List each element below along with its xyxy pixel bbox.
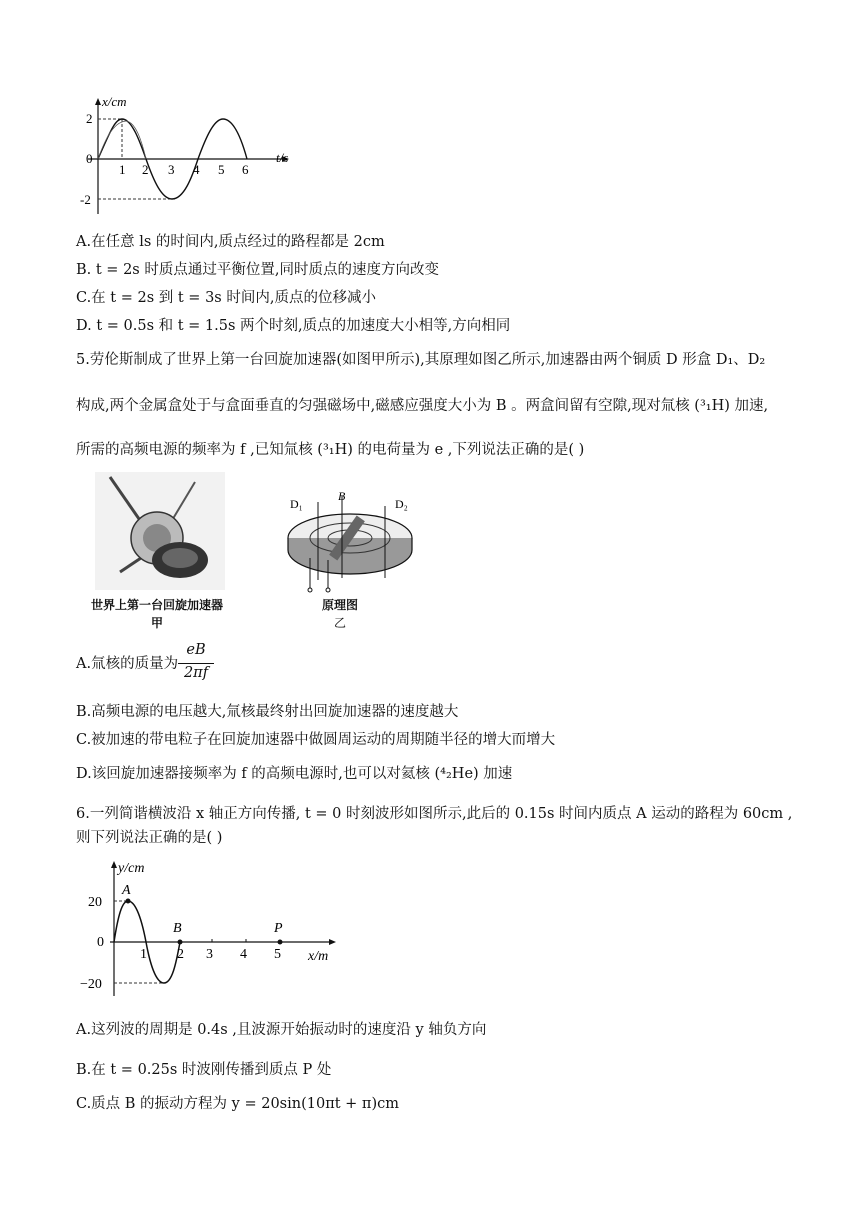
q5-option-a-prefix: A.氚核的质量为 [76, 656, 179, 672]
q6-option-a: A.这列波的周期是 0.4s ,且波源开始振动时的速度沿 y 轴负方向 [76, 1022, 487, 1038]
y-axis-label: y/cm [118, 861, 145, 876]
point-p-label: P [274, 921, 283, 936]
x-axis-label: x/cm [102, 94, 127, 109]
caption-jia-label: 甲 [150, 616, 163, 630]
label-b: B [338, 489, 346, 503]
point-p-dot [278, 940, 283, 945]
label-d2: D₂ [395, 497, 408, 511]
caption-yi-label: 乙 [333, 616, 346, 630]
y-axis-arrow [111, 861, 117, 868]
q4-option-c: C.在 t = 2s 到 t = 3s 时间内,质点的位移减小 [76, 290, 376, 306]
t-tick-4: 4 [193, 162, 200, 177]
y-tick-20: 20 [88, 895, 102, 910]
terminal-2 [326, 588, 330, 592]
disk-side [288, 538, 412, 574]
point-b-label: B [173, 921, 182, 936]
q5-stem-3: 所需的高频电源的频率为 f ,已知氚核 (³₁H) 的电荷量为 e ,下列说法正确的是( ) [76, 442, 585, 458]
t-tick-1: 1 [119, 162, 126, 177]
t-tick-6: 6 [242, 162, 249, 177]
q6-stem-2: 则下列说法正确的是( ) [76, 830, 223, 846]
t-tick-3: 3 [168, 162, 175, 177]
q6-option-c: C.质点 B 的振动方程为 y = 20sin(10πt + π)cm [76, 1096, 399, 1112]
q5-option-d: D.该回旋加速器接频率为 f 的高频电源时,也可以对氦核 (⁴₂He) 加速 [76, 766, 513, 782]
x-axis-arrow [95, 98, 101, 105]
x-tick-2: 2 [177, 947, 184, 962]
x-tick-0: 0 [86, 151, 93, 166]
fraction-denominator: 2πf [183, 665, 209, 681]
q5-stem-1: 5.劳伦斯制成了世界上第一台回旋加速器(如图甲所示),其原理如图乙所示,加速器由两个铜质 D 形盒 D₁、D₂ [76, 352, 766, 368]
x-tick-3: 3 [206, 947, 213, 962]
q5-option-a-fraction [178, 642, 214, 686]
x-tick-neg2: -2 [80, 192, 91, 207]
x-tick-2: 2 [86, 111, 93, 126]
caption-jia-title: 世界上第一台回旋加速器 [90, 598, 223, 612]
q6-stem-1: 6.一列简谐横波沿 x 轴正方向传播, t = 0 时刻波形如图所示,此后的 0.15s 时间内质点 A 运动的路程为 60cm , [76, 806, 793, 822]
point-b-dot [178, 940, 183, 945]
y-tick-0: 0 [97, 935, 104, 950]
yx-graph [80, 856, 350, 996]
t-axis-label: t/s [276, 150, 289, 165]
cyclotron-diagram [280, 488, 430, 598]
q5-stem-2: 构成,两个金属盒处于与盒面垂直的匀强磁场中,磁感应强度大小为 B 。两盒间留有空隙,现对氚核 (³₁H) 加速, [76, 398, 769, 414]
x-axis-label: x/m [308, 949, 329, 964]
cyclotron-photo [95, 472, 225, 590]
terminal-1 [308, 588, 312, 592]
t-tick-2: 2 [142, 162, 149, 177]
point-a-dot [126, 899, 131, 904]
photo-magnet-shadow [162, 548, 198, 568]
q4-option-b: B. t = 2s 时质点通过平衡位置,同时质点的速度方向改变 [76, 262, 439, 278]
xt-graph [80, 92, 300, 217]
t-tick-5: 5 [218, 162, 225, 177]
x-tick-5: 5 [274, 947, 281, 962]
x-tick-1: 1 [140, 947, 147, 962]
q6-option-b: B.在 t = 0.25s 时波刚传播到质点 P 处 [76, 1062, 332, 1078]
q4-option-a: A.在任意 ls 的时间内,质点经过的路程都是 2cm [76, 234, 385, 250]
point-a-label: A [122, 883, 131, 898]
fraction-numerator: eB [186, 642, 206, 658]
q5-option-b: B.高频电源的电压越大,氚核最终射出回旋加速器的速度越大 [76, 704, 459, 720]
x-axis-arrow [329, 939, 336, 945]
caption-yi-title: 原理图 [321, 598, 358, 612]
q5-option-c: C.被加速的带电粒子在回旋加速器中做圆周运动的周期随半径的增大而增大 [76, 732, 556, 748]
fraction-bar [178, 663, 214, 664]
label-d1: D₁ [290, 497, 303, 511]
y-tick-neg20: −20 [80, 977, 102, 992]
q4-option-d: D. t = 0.5s 和 t = 1.5s 两个时刻,质点的加速度大小相等,方向相同 [76, 318, 511, 334]
x-tick-4: 4 [240, 947, 247, 962]
